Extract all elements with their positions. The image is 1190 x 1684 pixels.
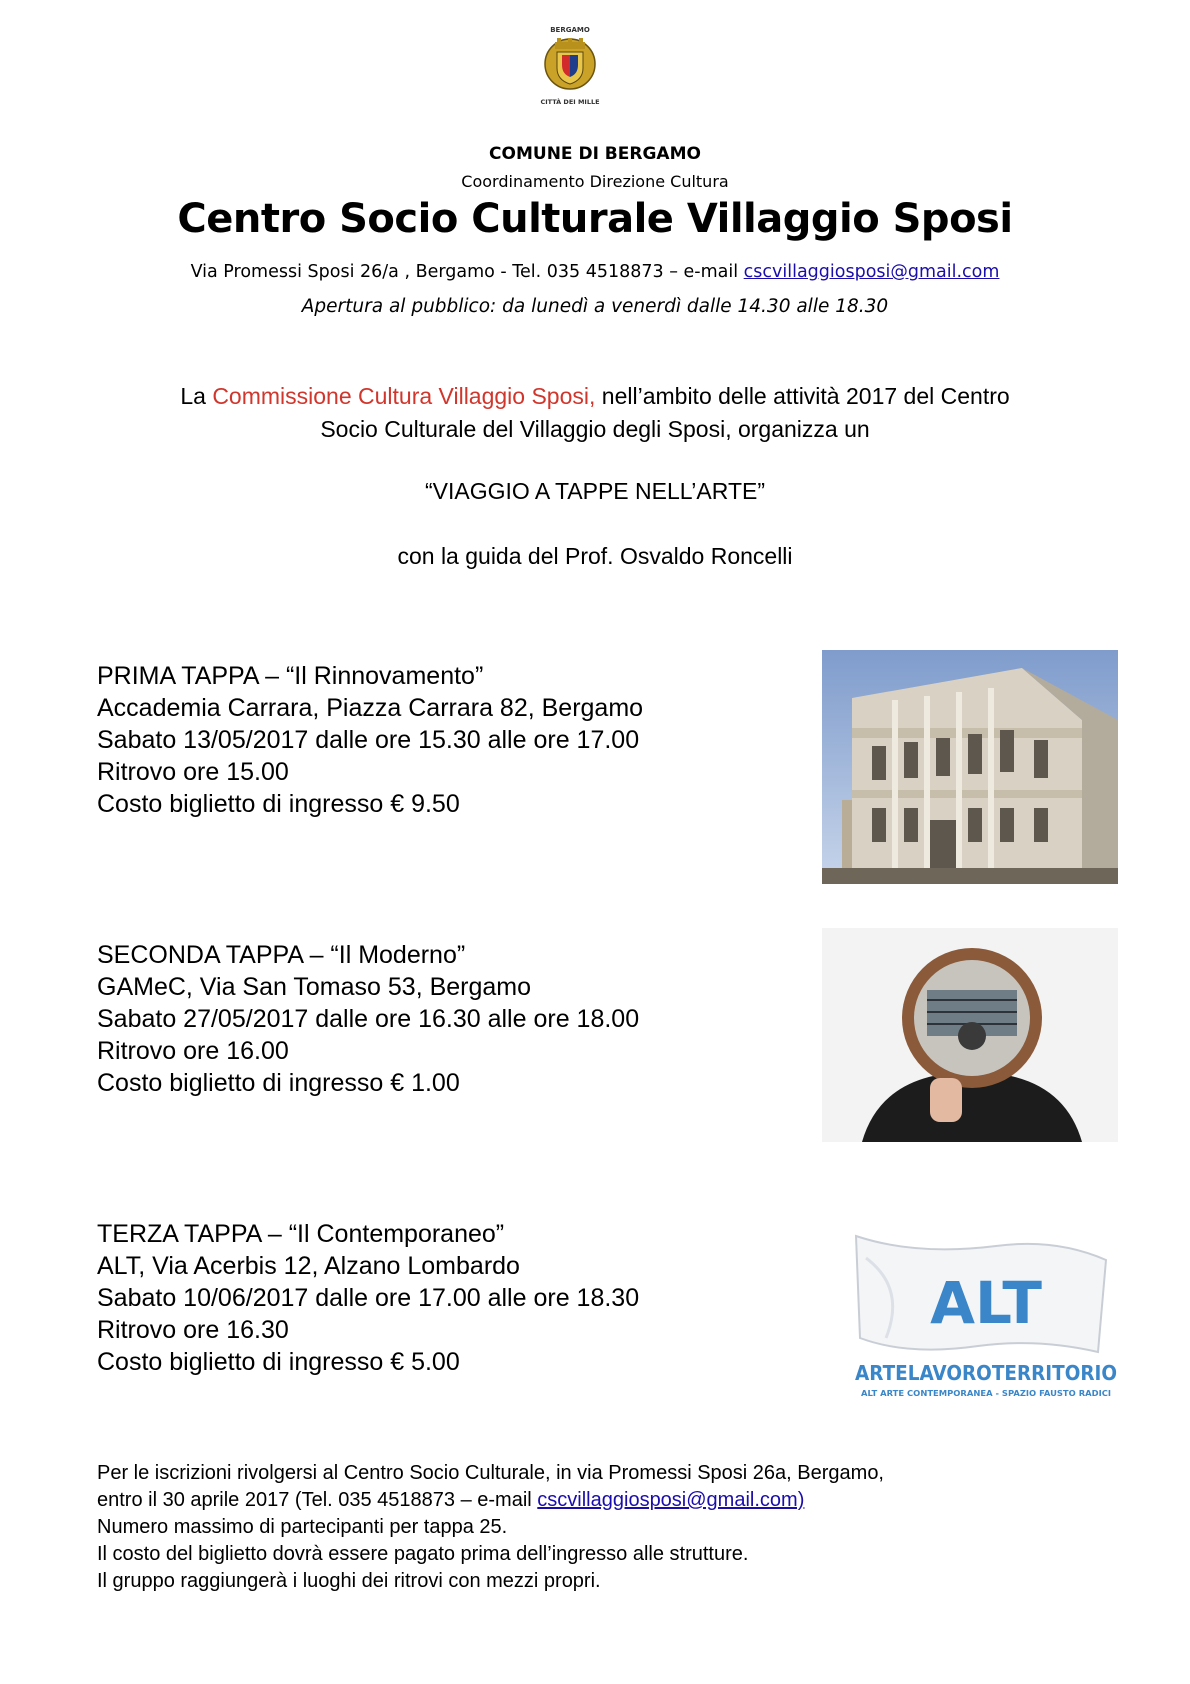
stage-title: PRIMA TAPPA – “Il Rinnovamento” xyxy=(97,662,484,690)
stage-place: GAMeC, Via San Tomaso 53, Bergamo xyxy=(97,973,532,1001)
crest-bottom-text: CITTÀ DEI MILLE xyxy=(540,98,600,106)
footer-line-1: Per le iscrizioni rivolgersi al Centro Socio Culturale, in via Promessi Sposi 26a, Bergamo, xyxy=(97,1462,884,1484)
coordinamento-subtitle: Coordinamento Direzione Cultura xyxy=(461,172,729,191)
stage-cost: Costo biglietto di ingresso € 1.00 xyxy=(97,1069,460,1097)
alt-subtitle: ALT ARTE CONTEMPORANEA - SPAZIO FAUSTO RADICI xyxy=(861,1389,1112,1398)
stage-date: Sabato 13/05/2017 dalle ore 15.30 alle ore 17.00 xyxy=(97,726,640,754)
gamec-mirror-photo xyxy=(822,928,1118,1142)
intro-line-1 xyxy=(0,380,1190,413)
intro-line-2: Socio Culturale del Villaggio degli Sposi, organizza un xyxy=(320,416,870,442)
email-link[interactable]: cscvillaggiosposi@gmail.com xyxy=(743,262,1000,282)
footer-line-4: Il costo del biglietto dovrà essere pagato prima dell’ingresso alle strutture. xyxy=(97,1543,749,1565)
opening-hours: Apertura al pubblico: da lunedì a venerdì dalle 14.30 alle 18.30 xyxy=(301,296,889,317)
registration-info xyxy=(97,1460,884,1595)
stage-cost: Costo biglietto di ingresso € 5.00 xyxy=(97,1348,460,1376)
comune-title: COMUNE DI BERGAMO xyxy=(489,144,701,164)
stage-meeting: Ritrovo ore 16.30 xyxy=(97,1316,289,1344)
stage-3 xyxy=(97,1218,639,1378)
stage-title: SECONDA TAPPA – “Il Moderno” xyxy=(97,941,466,969)
intro-prefix: La xyxy=(180,383,213,409)
commissione-name: Commissione Cultura Villaggio Sposi, xyxy=(212,383,596,409)
stage-cost: Costo biglietto di ingresso € 9.50 xyxy=(97,790,460,818)
address-line xyxy=(0,262,1190,282)
stage-date: Sabato 10/06/2017 dalle ore 17.00 alle ore 18.30 xyxy=(97,1284,640,1312)
guide-line: con la guida del Prof. Osvaldo Roncelli xyxy=(397,543,793,569)
footer-line-5: Il gruppo raggiungerà i luoghi dei ritrovi con mezzi propri. xyxy=(97,1570,601,1592)
footer-line-2 xyxy=(97,1487,884,1514)
alt-name: ARTELAVOROTERRITORIO xyxy=(855,1361,1117,1385)
footer-line-3: Numero massimo di partecipanti per tappa 25. xyxy=(97,1516,508,1538)
footer-line-2-text: entro il 30 aprile 2017 (Tel. 035 4518873 – e-mail xyxy=(97,1489,538,1511)
intro-paragraph xyxy=(0,380,1190,446)
intro-suffix: nell’ambito delle attività 2017 del Centro xyxy=(595,383,1010,409)
centro-title: Centro Socio Culturale Villaggio Sposi xyxy=(177,196,1013,242)
event-title: “VIAGGIO A TAPPE NELL’ARTE” xyxy=(424,478,765,504)
accademia-carrara-photo xyxy=(822,650,1118,884)
footer-email-link[interactable]: cscvillaggiosposi@gmail.com) xyxy=(537,1489,805,1511)
bergamo-crest-logo xyxy=(535,22,605,108)
address-text: Via Promessi Sposi 26/a , Bergamo - Tel. 035 4518873 – e-mail xyxy=(190,262,744,282)
stage-meeting: Ritrovo ore 16.00 xyxy=(97,1037,289,1065)
stage-1 xyxy=(97,660,643,820)
alt-logo xyxy=(836,1228,1126,1408)
stage-place: ALT, Via Acerbis 12, Alzano Lombardo xyxy=(97,1252,520,1280)
stage-meeting: Ritrovo ore 15.00 xyxy=(97,758,289,786)
stage-place: Accademia Carrara, Piazza Carrara 82, Bergamo xyxy=(97,694,644,722)
crest-top-text: BERGAMO xyxy=(550,26,590,34)
stage-2 xyxy=(97,939,639,1099)
stage-date: Sabato 27/05/2017 dalle ore 16.30 alle ore 18.00 xyxy=(97,1005,640,1033)
alt-flag-text: ALT xyxy=(930,1269,1042,1337)
stage-title: TERZA TAPPA – “Il Contemporaneo” xyxy=(97,1220,505,1248)
